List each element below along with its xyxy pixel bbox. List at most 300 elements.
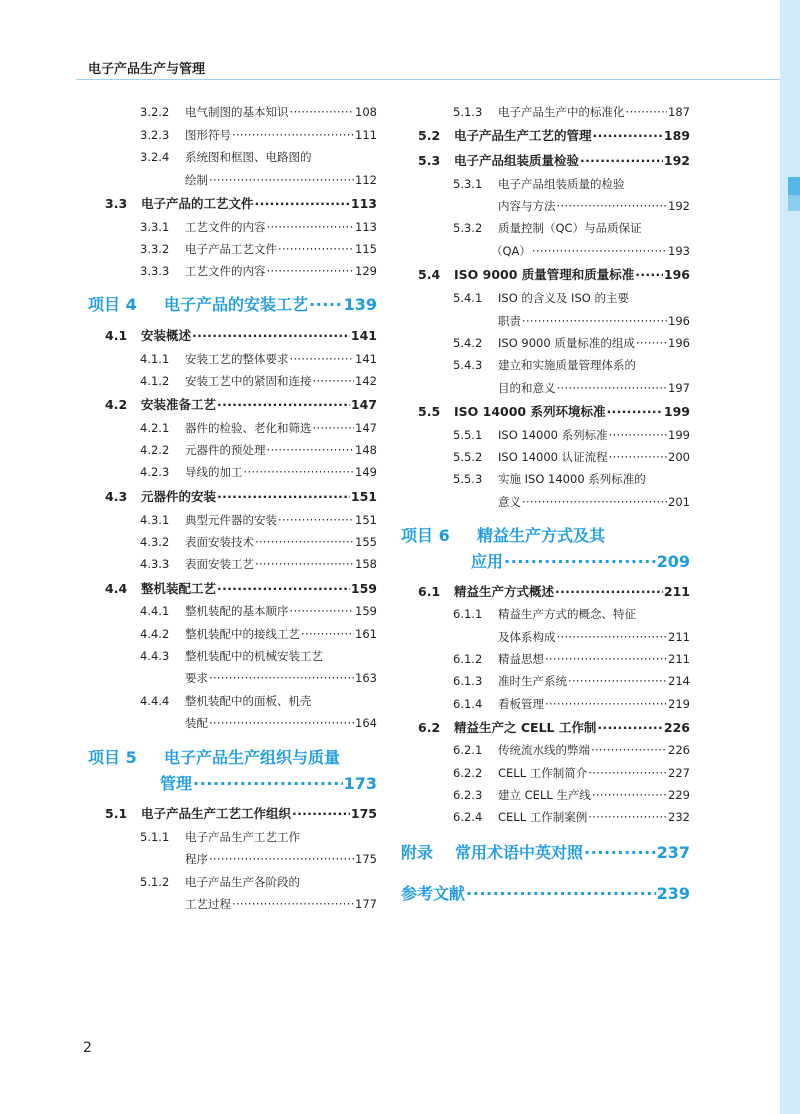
section-number: 5.2 — [418, 128, 441, 143]
side-tab-marker — [788, 177, 800, 195]
entry-page: 148 — [355, 443, 377, 457]
section-title: 电子产品生产工艺工作组织 — [141, 806, 292, 821]
section-number: 3.3 — [105, 196, 128, 211]
entry-page: 196 — [668, 336, 690, 350]
project-number: 项目 6 — [401, 526, 450, 545]
toc-entry[interactable] — [140, 442, 377, 458]
leader-dots — [217, 397, 350, 412]
section-page: 189 — [663, 128, 690, 143]
entry-title: 图形符号 — [185, 128, 231, 142]
toc-entry[interactable] — [140, 556, 377, 572]
section-page: 211 — [663, 584, 690, 599]
side-color-bar — [780, 0, 800, 1114]
entry-title-cont: 目的和意义 — [498, 381, 556, 395]
entry-number: 6.2.1 — [453, 743, 483, 757]
toc-section[interactable] — [105, 804, 377, 822]
entry-number: 5.4.2 — [453, 336, 483, 350]
entry-page: 129 — [355, 264, 377, 278]
toc-entry[interactable] — [140, 149, 377, 165]
entry-title: 典型元件器的安装 — [185, 513, 277, 527]
entry-page: 147 — [355, 421, 377, 435]
entry-number: 4.1.2 — [140, 374, 170, 388]
entry-title: 建立 CELL 生产线 — [498, 788, 591, 802]
toc-entry-continuation[interactable] — [185, 896, 377, 912]
toc-entry-continuation[interactable] — [185, 715, 377, 731]
project-title-cont: 管理 — [160, 774, 193, 793]
toc-entry[interactable] — [453, 449, 690, 465]
toc-entry[interactable] — [140, 874, 377, 890]
entry-title: CELL 工作制简介 — [498, 766, 588, 780]
entry-page: 112 — [355, 173, 377, 187]
leader-dots — [557, 630, 668, 644]
leader-dots — [593, 128, 663, 143]
toc-entry[interactable] — [453, 471, 690, 487]
toc-entry-continuation[interactable] — [498, 494, 690, 510]
entry-title: 整机装配中的机械安装工艺 — [185, 649, 323, 663]
entry-number: 4.3.1 — [140, 513, 170, 527]
entry-page: 200 — [668, 450, 690, 464]
leader-dots — [591, 743, 667, 757]
toc-section[interactable] — [418, 265, 690, 283]
references-title: 参考文献 — [401, 884, 466, 903]
section-title: ISO 9000 质量管理和质量标准 — [454, 267, 635, 282]
entry-title: 看板管理 — [498, 697, 544, 711]
leader-dots — [278, 242, 354, 256]
leader-dots — [313, 421, 355, 435]
toc-entry[interactable] — [453, 176, 690, 192]
toc-entry[interactable] — [140, 219, 377, 235]
section-number: 6.1 — [418, 584, 441, 599]
section-page: 147 — [350, 397, 377, 412]
entry-title: 精益思想 — [498, 652, 544, 666]
leader-dots — [609, 450, 667, 464]
section-number: 4.3 — [105, 489, 128, 504]
toc-entry[interactable] — [453, 357, 690, 373]
entry-title-cont: 绘制 — [185, 173, 208, 187]
entry-title: 电子产品组装质量的检验 — [498, 177, 625, 191]
leader-dots — [209, 852, 354, 866]
entry-number: 5.1.2 — [140, 875, 170, 889]
entry-number: 4.4.4 — [140, 694, 170, 708]
toc-entry[interactable] — [140, 603, 377, 619]
project-title: 电子产品的安装工艺 — [164, 295, 309, 314]
leader-dots — [584, 843, 656, 862]
toc-section[interactable] — [105, 395, 377, 413]
toc-entry[interactable] — [140, 464, 377, 480]
entry-page: 187 — [668, 105, 690, 119]
entry-title-cont: 内容与方法 — [498, 199, 556, 213]
entry-page: 159 — [355, 604, 377, 618]
leader-dots — [278, 513, 354, 527]
section-title: 安装准备工艺 — [141, 397, 217, 412]
section-page: 113 — [350, 196, 377, 211]
toc-entry-continuation[interactable] — [185, 851, 377, 867]
section-number: 4.1 — [105, 328, 128, 343]
entry-number: 3.2.2 — [140, 105, 170, 119]
leader-dots — [290, 105, 355, 119]
entry-title-cont: （QA） — [491, 244, 531, 258]
entry-title: 整机装配中的面板、机壳 — [185, 694, 312, 708]
entry-page: 149 — [355, 465, 377, 479]
project-number: 项目 4 — [88, 295, 137, 314]
leader-dots — [466, 884, 656, 903]
entry-number: 3.3.2 — [140, 242, 170, 256]
toc-entry-continuation[interactable] — [498, 198, 690, 214]
toc-entry[interactable] — [453, 765, 690, 781]
entry-number: 4.4.3 — [140, 649, 170, 663]
section-page: 175 — [350, 806, 377, 821]
section-number: 5.4 — [418, 267, 441, 282]
entry-page: 111 — [355, 128, 377, 142]
entry-page: 226 — [668, 743, 690, 757]
entry-title: 工艺文件的内容 — [185, 220, 266, 234]
entry-page: 214 — [668, 674, 690, 688]
entry-page: 232 — [668, 810, 690, 824]
leader-dots — [557, 381, 668, 395]
section-number: 5.5 — [418, 404, 441, 419]
entry-title: 实施 ISO 14000 系列标准的 — [498, 472, 646, 486]
leader-dots — [192, 328, 350, 343]
running-header-title: 电子产品生产与管理 — [88, 62, 206, 77]
leader-dots — [592, 788, 667, 802]
toc-entry-continuation[interactable] — [185, 670, 377, 686]
entry-title: 精益生产方式的概念、特征 — [498, 607, 636, 621]
leader-dots — [597, 720, 663, 735]
entry-number: 5.5.3 — [453, 472, 483, 486]
leader-dots — [292, 806, 350, 821]
entry-number: 6.1.4 — [453, 697, 483, 711]
entry-number: 3.3.1 — [140, 220, 170, 234]
leader-dots — [217, 489, 350, 504]
leader-dots — [568, 674, 667, 688]
toc-section[interactable] — [418, 151, 690, 169]
entry-title: 器件的检验、老化和筛选 — [185, 421, 312, 435]
entry-page: 229 — [668, 788, 690, 802]
toc-project[interactable] — [401, 523, 690, 546]
entry-title-cont: 职责 — [498, 314, 521, 328]
entry-number: 4.1.1 — [140, 352, 170, 366]
leader-dots — [545, 697, 667, 711]
entry-number: 5.1.1 — [140, 830, 170, 844]
entry-title: 导线的加工 — [185, 465, 243, 479]
entry-title: 传统流水线的弊端 — [498, 743, 590, 757]
toc-entry[interactable] — [140, 829, 377, 845]
entry-title: 元器件的预处理 — [185, 443, 266, 457]
entry-number: 3.3.3 — [140, 264, 170, 278]
toc-entry[interactable] — [453, 104, 690, 120]
toc-project[interactable] — [88, 745, 377, 768]
entry-page: 163 — [355, 671, 377, 685]
toc-entry-continuation[interactable] — [498, 629, 690, 645]
entry-page: 197 — [668, 381, 690, 395]
leader-dots — [522, 314, 667, 328]
section-number: 4.2 — [105, 397, 128, 412]
toc-entry-continuation[interactable] — [498, 313, 690, 329]
entry-number: 6.2.3 — [453, 788, 483, 802]
leader-dots — [635, 267, 663, 282]
leader-dots — [545, 652, 667, 666]
toc-section[interactable] — [418, 718, 690, 736]
toc-entry[interactable] — [453, 809, 690, 825]
leader-dots — [267, 220, 355, 234]
entry-number: 4.2.3 — [140, 465, 170, 479]
entry-title: 准时生产系统 — [498, 674, 567, 688]
leader-dots — [232, 897, 354, 911]
entry-page: 164 — [355, 716, 377, 730]
entry-number: 5.4.3 — [453, 358, 483, 372]
section-title: 安装概述 — [141, 328, 192, 343]
section-number: 6.2 — [418, 720, 441, 735]
entry-title-cont: 意义 — [498, 495, 521, 509]
entry-number: 4.2.2 — [140, 443, 170, 457]
leader-dots — [209, 671, 354, 685]
section-page: 196 — [663, 267, 690, 282]
toc-section[interactable] — [418, 582, 690, 600]
toc-project-continuation[interactable] — [160, 771, 377, 794]
toc-entry[interactable] — [140, 648, 377, 664]
entry-number: 4.4.1 — [140, 604, 170, 618]
entry-page: 227 — [668, 766, 690, 780]
toc-entry[interactable] — [453, 673, 690, 689]
entry-number: 3.2.4 — [140, 150, 170, 164]
entry-page: 211 — [668, 652, 690, 666]
leader-dots — [636, 336, 667, 350]
toc-entry-continuation[interactable] — [491, 243, 690, 259]
entry-page: 161 — [355, 627, 377, 641]
entry-number: 3.2.3 — [140, 128, 170, 142]
entry-page: 115 — [355, 242, 377, 256]
project-number: 项目 5 — [88, 748, 137, 767]
toc-project[interactable] — [88, 292, 377, 315]
leader-dots — [588, 766, 667, 780]
entry-title: 整机装配中的接线工艺 — [185, 627, 300, 641]
entry-number: 4.3.2 — [140, 535, 170, 549]
section-title: 元器件的安装 — [141, 489, 217, 504]
leader-dots — [504, 552, 656, 571]
entry-number: 4.2.1 — [140, 421, 170, 435]
toc-section[interactable] — [105, 579, 377, 597]
toc-entry[interactable] — [453, 335, 690, 351]
section-page: 141 — [350, 328, 377, 343]
entry-number: 4.4.2 — [140, 627, 170, 641]
entry-title: 电气制图的基本知识 — [185, 105, 289, 119]
project-title-cont: 应用 — [471, 552, 504, 571]
entry-title: ISO 14000 系列标准 — [498, 428, 608, 442]
project-page: 139 — [343, 295, 377, 314]
side-tab-marker-secondary — [788, 195, 800, 211]
entry-page: 113 — [355, 220, 377, 234]
toc-entry[interactable] — [453, 606, 690, 622]
leader-dots — [301, 627, 354, 641]
toc-entry[interactable] — [140, 263, 377, 279]
toc-entry[interactable] — [140, 512, 377, 528]
project-title: 精益生产方式及其 — [477, 526, 606, 545]
toc-section[interactable] — [105, 487, 377, 505]
appendix-title: 常用术语中英对照 — [455, 843, 584, 862]
references-page: 239 — [656, 884, 690, 903]
entry-number: 6.1.2 — [453, 652, 483, 666]
toc-entry[interactable] — [140, 373, 377, 389]
entry-page: 175 — [355, 852, 377, 866]
page-number: 2 — [83, 1040, 92, 1056]
section-page: 226 — [663, 720, 690, 735]
leader-dots — [522, 495, 667, 509]
leader-dots — [309, 295, 343, 314]
leader-dots — [232, 128, 354, 142]
leader-dots — [609, 428, 667, 442]
entry-title: 电子产品工艺文件 — [185, 242, 277, 256]
entry-title: 系统图和框图、电路图的 — [185, 150, 312, 164]
leader-dots — [267, 443, 355, 457]
leader-dots — [557, 199, 668, 213]
entry-title-cont: 要求 — [185, 671, 208, 685]
entry-title: 电子产品生产工艺工作 — [185, 830, 300, 844]
leader-dots — [244, 465, 355, 479]
entry-number: 5.1.3 — [453, 105, 483, 119]
section-page: 151 — [350, 489, 377, 504]
section-number: 5.1 — [105, 806, 128, 821]
leader-dots — [255, 535, 354, 549]
section-page: 159 — [350, 581, 377, 596]
entry-title: 电子产品生产中的标准化 — [498, 105, 625, 119]
toc-entry[interactable] — [140, 241, 377, 257]
leader-dots — [626, 105, 668, 119]
entry-title: 电子产品生产各阶段的 — [185, 875, 300, 889]
toc-entry-continuation[interactable] — [185, 172, 377, 188]
project-page: 209 — [656, 552, 690, 571]
leader-dots — [532, 244, 667, 258]
entry-number: 6.1.3 — [453, 674, 483, 688]
leader-dots — [313, 374, 355, 388]
toc-entry[interactable] — [140, 693, 377, 709]
toc-entry[interactable] — [140, 534, 377, 550]
toc-entry[interactable] — [140, 104, 377, 120]
entry-title: 安装工艺中的紧固和连接 — [185, 374, 312, 388]
toc-entry[interactable] — [453, 787, 690, 803]
entry-title: 安装工艺的整体要求 — [185, 352, 289, 366]
entry-title: 质量控制（QC）与品质保证 — [498, 221, 642, 235]
entry-number: 4.3.3 — [140, 557, 170, 571]
entry-title-cont: 装配 — [185, 716, 208, 730]
leader-dots — [193, 774, 343, 793]
entry-title-cont: 程序 — [185, 852, 208, 866]
entry-page: 192 — [668, 199, 690, 213]
entry-page: 177 — [355, 897, 377, 911]
toc-entry[interactable] — [453, 696, 690, 712]
entry-page: 158 — [355, 557, 377, 571]
leader-dots — [255, 196, 350, 211]
entry-number: 6.2.4 — [453, 810, 483, 824]
toc-entry[interactable] — [453, 290, 690, 306]
leader-dots — [255, 557, 354, 571]
entry-title: 表面安装工艺 — [185, 557, 254, 571]
entry-title: 工艺文件的内容 — [185, 264, 266, 278]
entry-page: 155 — [355, 535, 377, 549]
entry-page: 141 — [355, 352, 377, 366]
toc-entry[interactable] — [453, 427, 690, 443]
toc-entry[interactable] — [140, 351, 377, 367]
entry-page: 201 — [668, 495, 690, 509]
toc-entry[interactable] — [140, 420, 377, 436]
entry-page: 219 — [668, 697, 690, 711]
toc-appendix[interactable] — [401, 840, 690, 863]
section-title: ISO 14000 系列环境标准 — [454, 404, 606, 419]
section-page: 199 — [663, 404, 690, 419]
project-page: 173 — [343, 774, 377, 793]
leader-dots — [588, 810, 667, 824]
leader-dots — [580, 153, 663, 168]
toc-section[interactable] — [418, 126, 690, 144]
entry-page: 196 — [668, 314, 690, 328]
entry-title: CELL 工作制案例 — [498, 810, 588, 824]
entry-page: 108 — [355, 105, 377, 119]
entry-title: ISO 的含义及 ISO 的主要 — [498, 291, 629, 305]
entry-number: 5.4.1 — [453, 291, 483, 305]
toc-section[interactable] — [418, 402, 690, 420]
entry-title: 整机装配的基本顺序 — [185, 604, 289, 618]
entry-page: 193 — [668, 244, 690, 258]
section-title: 电子产品的工艺文件 — [141, 196, 254, 211]
toc-references[interactable] — [401, 881, 690, 904]
section-page: 192 — [663, 153, 690, 168]
toc-entry[interactable] — [453, 651, 690, 667]
entry-title-cont: 及体系构成 — [498, 630, 556, 644]
toc-entry[interactable] — [140, 626, 377, 642]
toc-project-continuation[interactable] — [471, 549, 690, 572]
entry-page: 199 — [668, 428, 690, 442]
section-title: 整机装配工艺 — [141, 581, 217, 596]
entry-page: 151 — [355, 513, 377, 527]
section-title: 电子产品生产工艺的管理 — [454, 128, 592, 143]
entry-number: 5.3.2 — [453, 221, 483, 235]
entry-number: 5.5.1 — [453, 428, 483, 442]
toc-entry[interactable] — [453, 220, 690, 236]
section-number: 5.3 — [418, 153, 441, 168]
entry-number: 6.2.2 — [453, 766, 483, 780]
entry-page: 211 — [668, 630, 690, 644]
appendix-label: 附录 — [401, 843, 434, 862]
entry-title: ISO 9000 质量标准的组成 — [498, 336, 635, 350]
leader-dots — [217, 581, 350, 596]
leader-dots — [209, 716, 354, 730]
leader-dots — [290, 604, 355, 618]
section-title: 精益生产方式概述 — [454, 584, 555, 599]
entry-title: 表面安装技术 — [185, 535, 254, 549]
section-title: 电子产品组装质量检验 — [454, 153, 580, 168]
entry-number: 6.1.1 — [453, 607, 483, 621]
entry-title-cont: 工艺过程 — [185, 897, 231, 911]
section-number: 4.4 — [105, 581, 128, 596]
toc-entry-continuation[interactable] — [498, 380, 690, 396]
leader-dots — [555, 584, 663, 599]
project-title: 电子产品生产组织与质量 — [164, 748, 341, 767]
leader-dots — [290, 352, 355, 366]
entry-number: 5.3.1 — [453, 177, 483, 191]
appendix-page: 237 — [656, 843, 690, 862]
leader-dots — [267, 264, 355, 278]
header-divider — [76, 79, 782, 80]
section-title: 精益生产之 CELL 工作制 — [454, 720, 597, 735]
toc-entry[interactable] — [140, 127, 377, 143]
toc-entry[interactable] — [453, 742, 690, 758]
leader-dots — [209, 173, 354, 187]
entry-title: 建立和实施质量管理体系的 — [498, 358, 636, 372]
entry-number: 5.5.2 — [453, 450, 483, 464]
entry-page: 142 — [355, 374, 377, 388]
leader-dots — [606, 404, 662, 419]
toc-section[interactable] — [105, 194, 377, 212]
toc-section[interactable] — [105, 326, 377, 344]
